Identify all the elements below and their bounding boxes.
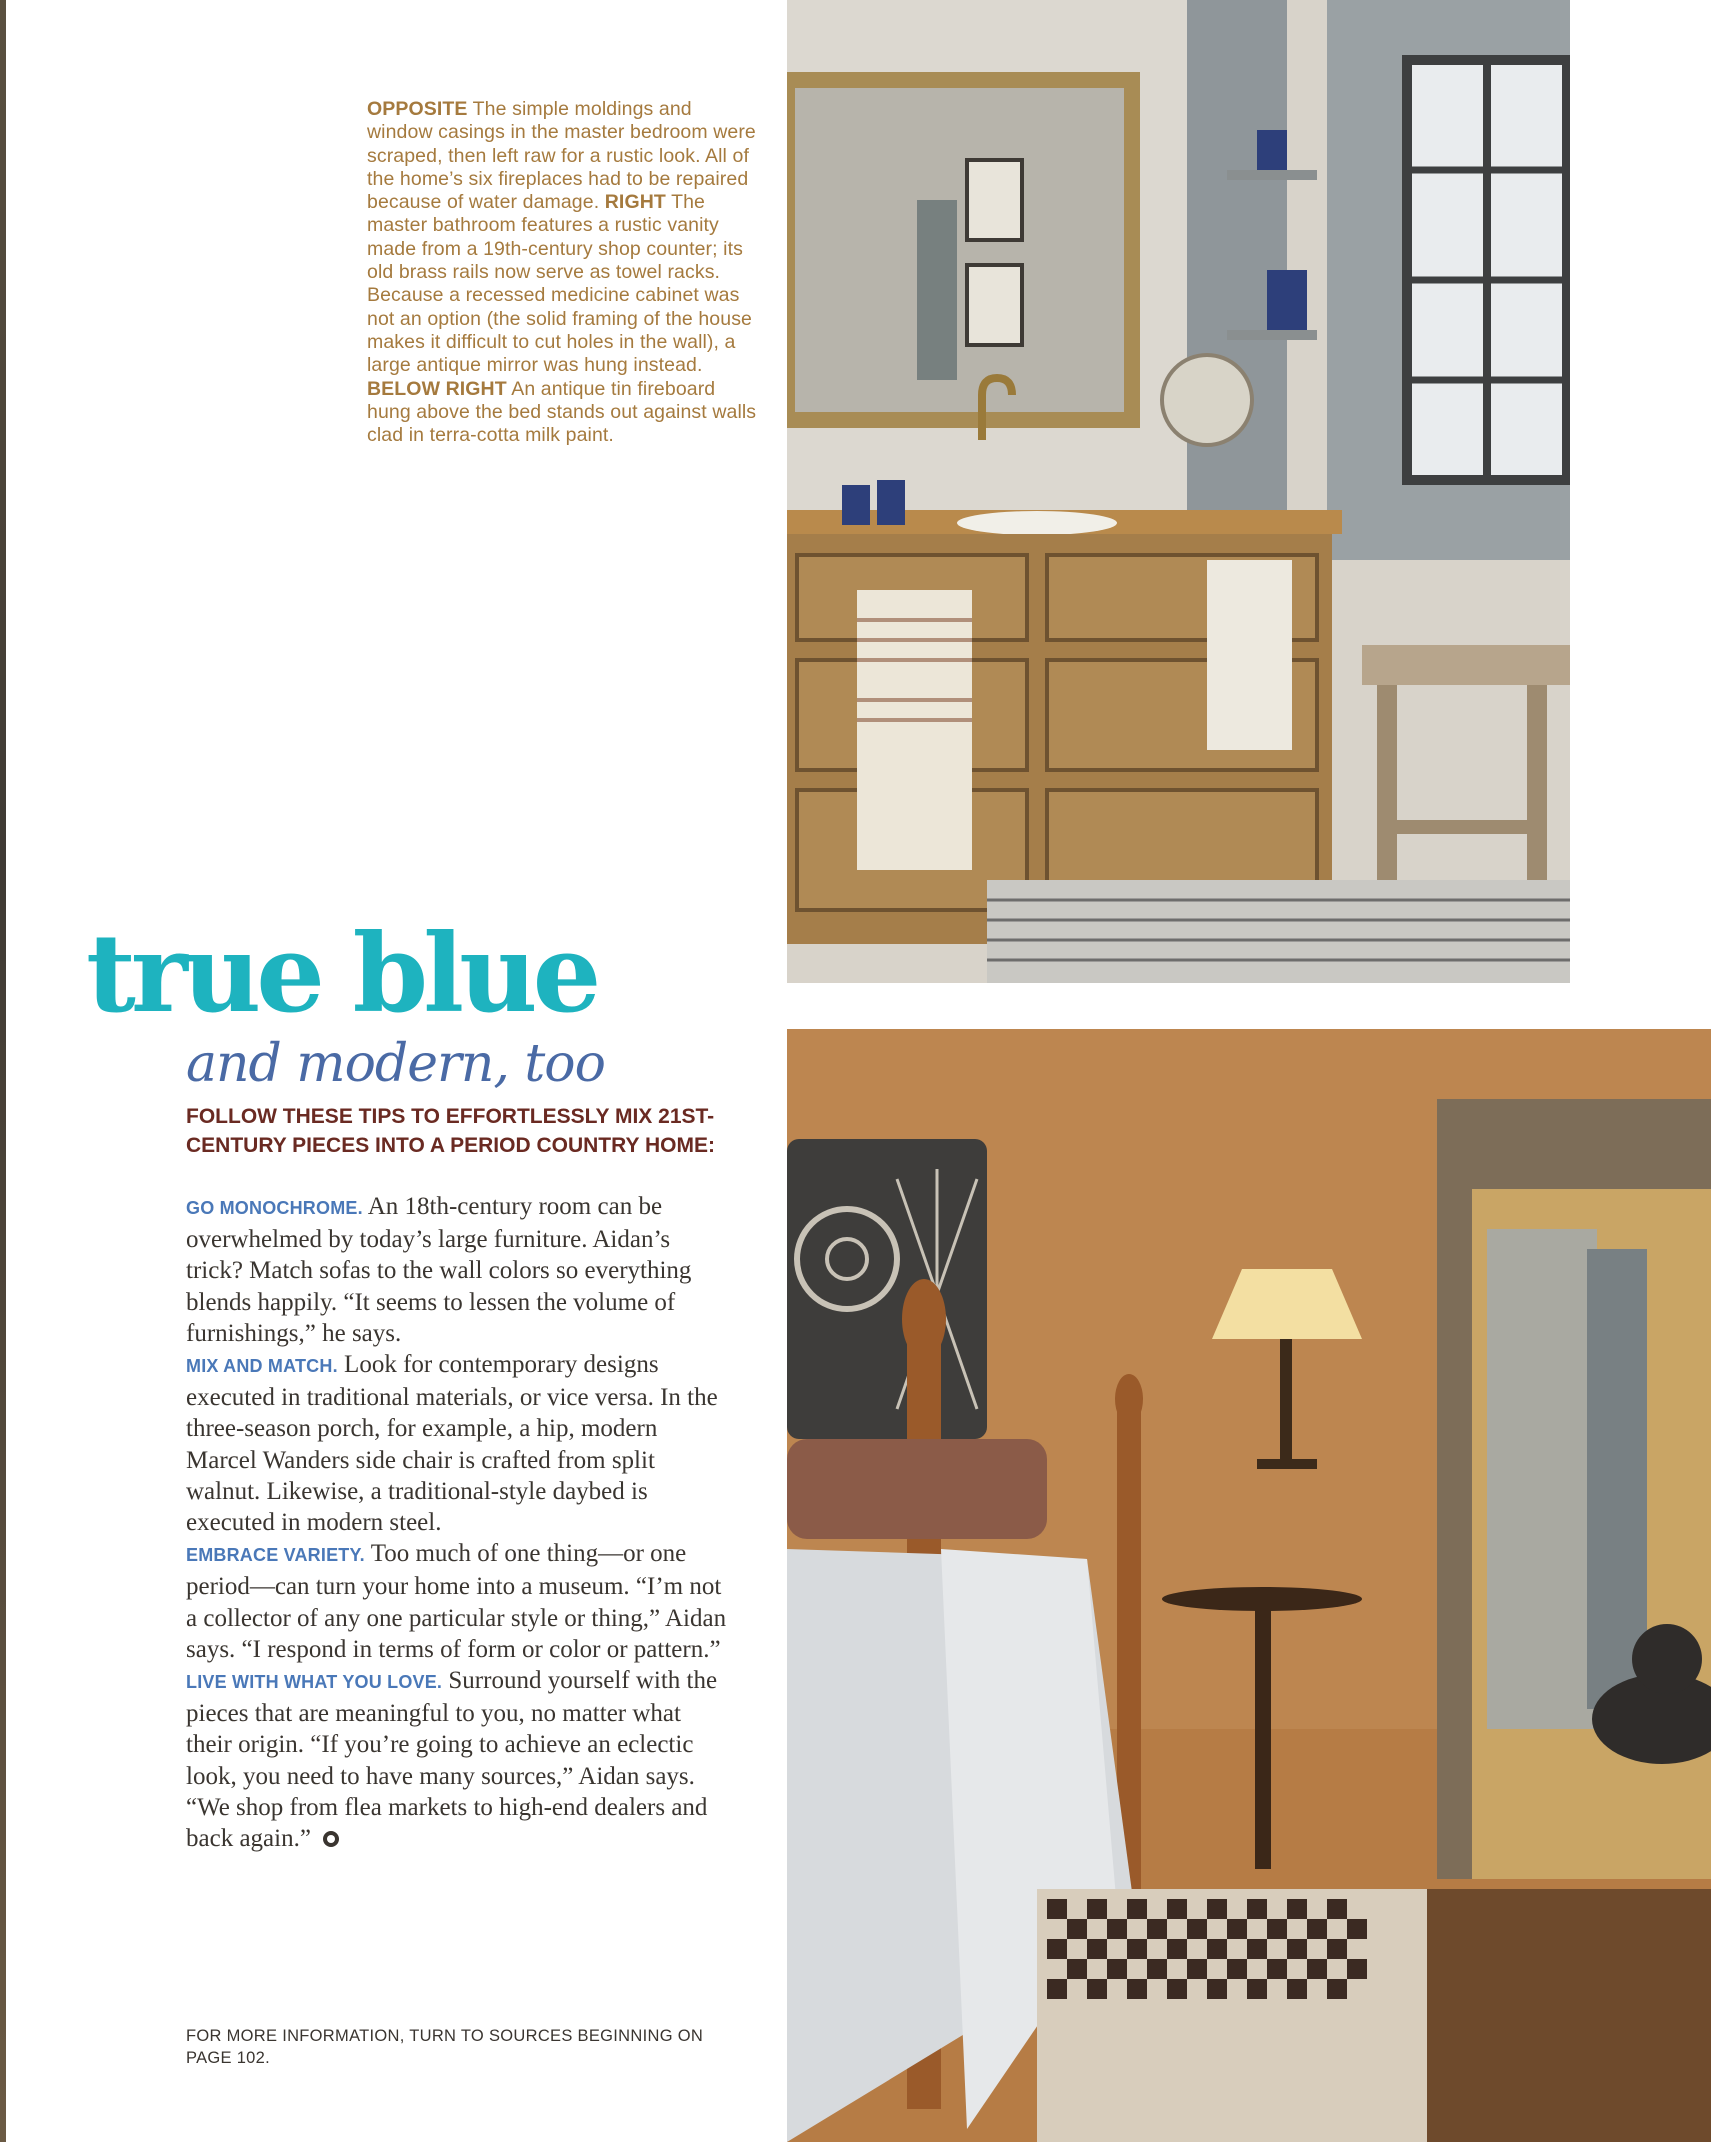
tip-text: Surround yourself with the pieces that are meaningful to you, no matter what their origin. “If you’re going to achieve an eclectic look, you need to have many sources,” Aidan says. “We shop from flea markets to high-end dealers and back again.” (186, 1667, 718, 1853)
tip-title: EMBRACE VARIETY. (186, 1545, 365, 1566)
tip-text: Look for contemporary designs executed in traditional materials, or vice versa. In the three-season porch, for example, a hip, modern Marcel Wanders side chair is crafted from split walnut. Likewise, a traditional-style daybed is executed in modern steel. (186, 1351, 718, 1537)
tip-paragraph (186, 1191, 730, 1349)
tip-title: GO MONOCHROME. (186, 1198, 363, 1218)
bedroom-illustration (787, 1029, 1711, 2142)
article-intro: FOLLOW THESE TIPS TO EFFORTLESSLY MIX 21ST-CENTURY PIECES INTO A PERIOD COUNTRY HOME: (186, 1105, 715, 1157)
article-body (186, 1191, 730, 1854)
page-gutter-edge (0, 0, 6, 2142)
tip-title: MIX AND MATCH. (186, 1356, 338, 1377)
article-subhead: and modern, too (186, 1034, 605, 1094)
bathroom-illustration (787, 0, 1570, 983)
tip-text: An 18th-century room can be overwhelmed by today’s large furniture. Aidan’s trick? Match sofas to the wall colors so everything blends happily. “It seems to lessen the volume of furnishings,” he says. (186, 1193, 692, 1347)
tip-paragraph (186, 1538, 730, 1665)
tip-paragraph (186, 1349, 730, 1538)
caption-lead-opposite: OPPOSITE (367, 98, 468, 120)
caption-lead-right: RIGHT (604, 191, 666, 214)
caption-text-right: The master bathroom features a rustic vanity made from a 19th-century shop counter; its old brass rails now serve as towel racks. Because a recessed medicine cabinet was not an option (the solid framing of the house makes it difficult to cut holes in the wall), a large antique mirror was hung instead. (367, 191, 752, 377)
photo-caption (367, 98, 757, 447)
tip-title: LIVE WITH WHAT YOU LOVE. (186, 1672, 443, 1693)
sources-footnote: FOR MORE INFORMATION, TURN TO SOURCES BEGINNING ON PAGE 102. (186, 2027, 704, 2067)
article-headline: true blue (86, 911, 597, 1037)
caption-text-opposite: The simple moldings and window casings in the master bedroom were scraped, then left raw for a rustic look. All of the home’s six fireplaces had to be repaired because of water damage. (367, 98, 756, 214)
bathroom-photo (787, 0, 1570, 983)
caption-lead-below-right: BELOW RIGHT (367, 377, 507, 400)
tip-paragraph (186, 1665, 730, 1854)
tip-text: Too much of one thing—or one period—can turn your home into a museum. “I’m not a collector of any one particular style or thing,” Aidan says. “I respond in terms of form or color or pattern.” (186, 1540, 727, 1663)
end-of-article-icon (323, 1831, 339, 1847)
caption-text-below-right: An antique tin fireboard hung above the bed stands out against walls clad in terra-cotta milk paint. (367, 377, 757, 447)
bedroom-photo (787, 1029, 1711, 2142)
